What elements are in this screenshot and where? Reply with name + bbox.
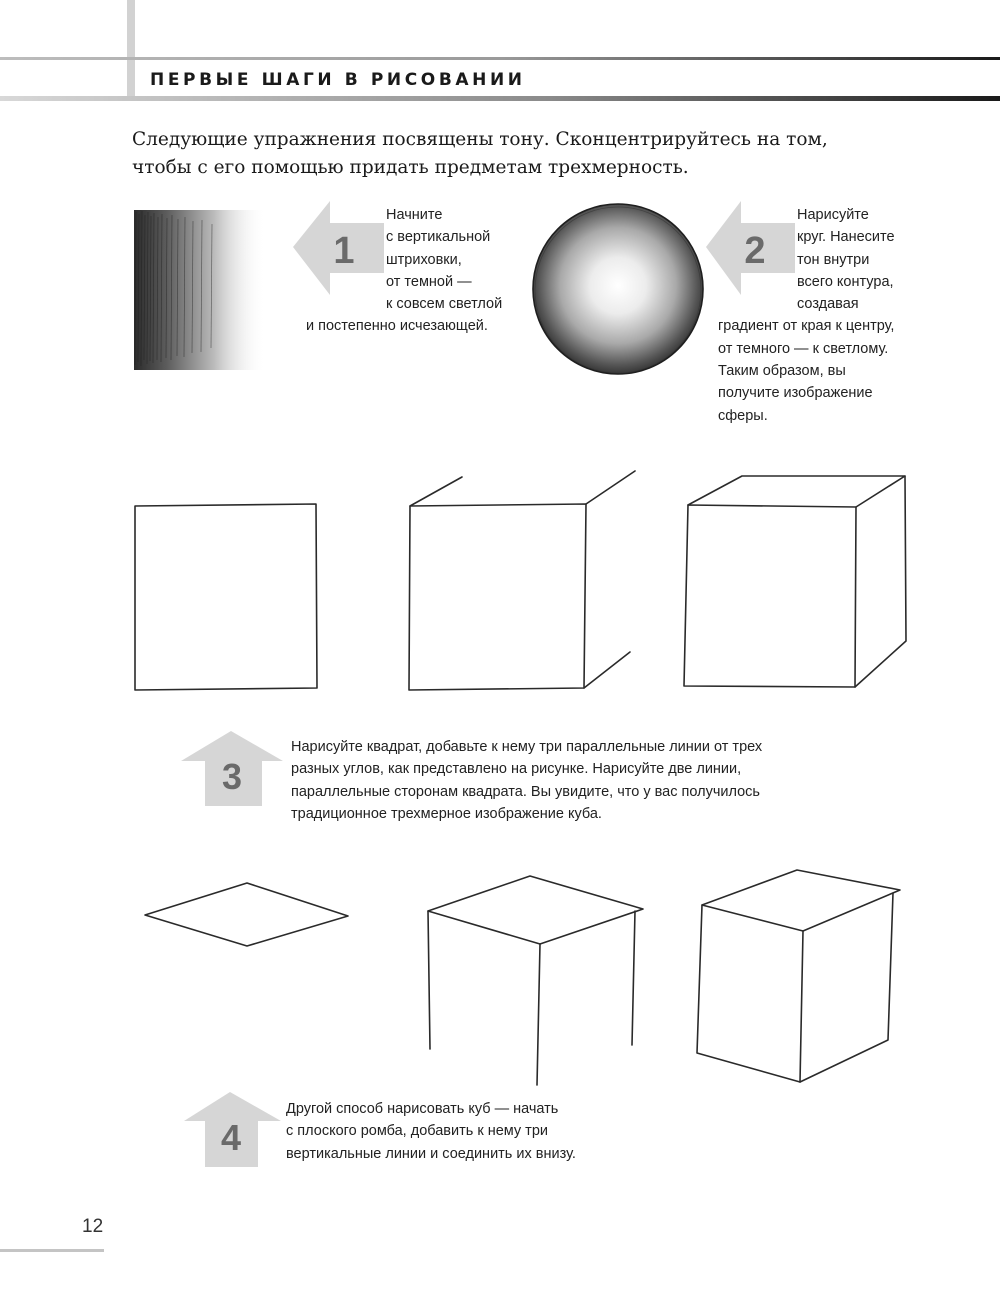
step-3-line: традиционное трехмерное изображение куба. (291, 805, 602, 822)
step-4-line: Другой способ нарисовать куб — начать (286, 1101, 559, 1117)
step-2-line: Нарисуйте (797, 207, 869, 223)
sketch-rhombus-with-verticals (428, 876, 643, 1085)
step-2-caption (718, 204, 938, 427)
step-3-number: 3 (221, 756, 243, 797)
step-3-arrow-up-icon (181, 731, 283, 806)
intro-line-2: чтобы с его помощью придать предметам трехмерность. (132, 157, 689, 178)
footer-rule (0, 1249, 104, 1252)
step-3-line: Нарисуйте квадрат, добавьте к нему три параллельные линии от трех (291, 739, 763, 755)
step-2-line: от темного — к светлому. (718, 340, 889, 357)
shaded-sphere (533, 204, 703, 374)
sketch-square (135, 504, 317, 690)
hatching-swatch (134, 210, 266, 370)
step-4-number: 4 (220, 1117, 242, 1158)
step-2-line: круг. Нанесите (797, 229, 895, 246)
step-1-line: к совсем светлой (386, 296, 503, 313)
step-3-line: разных углов, как представлено на рисунке. Нарисуйте две линии, (291, 761, 742, 778)
step-4-line: с плоского ромба, добавить к нему три (286, 1123, 548, 1140)
step-1-line: и постепенно исчезающей. (306, 318, 488, 335)
step-1-line: Начните (386, 207, 443, 223)
step-2-line: сферы. (718, 407, 768, 424)
step-2-line: градиент от края к центру, (718, 318, 895, 335)
step-4-line: вертикальные линии и соединить их внизу. (286, 1145, 576, 1162)
sketch-cube-complete (684, 476, 906, 687)
step-1-line: от темной — (386, 273, 472, 290)
step-2-line: тон внутри (797, 251, 870, 268)
step-2-line: всего контура, (797, 273, 894, 290)
sketch-rhombus (145, 883, 348, 946)
step-1-line: с вертикальной (386, 229, 491, 246)
page-number: 12 (82, 1216, 104, 1237)
step-2-line: создавая (797, 296, 859, 313)
step-2-line: получите изображение (718, 385, 873, 402)
step-4-arrow-up-icon (184, 1092, 281, 1167)
step-2-line: Таким образом, вы (718, 363, 846, 380)
step-1-number: 1 (333, 230, 355, 272)
sketch-cube-from-rhombus (697, 870, 900, 1082)
step-1-caption (300, 204, 520, 338)
sketch-square-with-lines (409, 471, 635, 690)
step-4-caption (286, 1098, 616, 1165)
step-1-line: штриховки, (386, 251, 462, 268)
step-3-line: параллельные сторонам квадрата. Вы увидите, что у вас получилось (291, 783, 760, 800)
step-3-caption (291, 736, 851, 825)
section-title: ПЕРВЫЕ ШАГИ В РИСОВАНИИ (150, 70, 526, 90)
step-2-number: 2 (744, 230, 766, 272)
intro-line-1: Следующие упражнения посвящены тону. Сконцентрируйтесь на том, (132, 129, 828, 150)
